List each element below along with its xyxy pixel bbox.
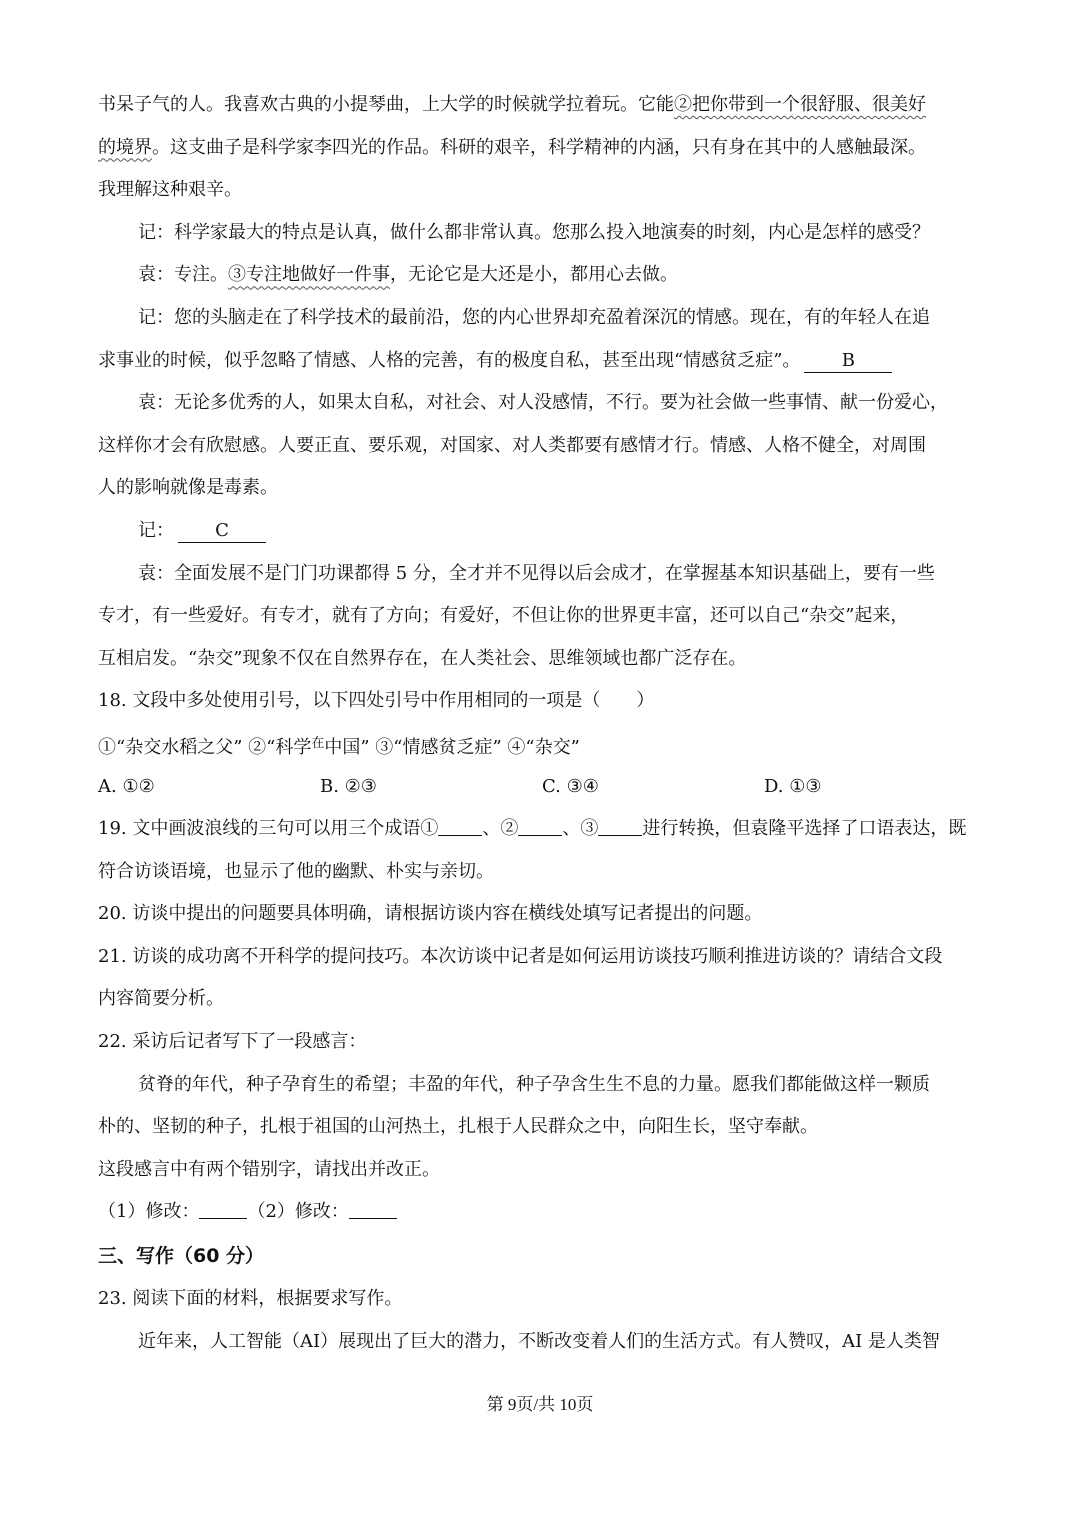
question-19-line [98, 808, 988, 851]
answer-2-line: 人的影响就像是毒素。 [98, 477, 278, 499]
question-20: 20. 访谈中提出的问题要具体明确，请根据访谈内容在横线处填写记者提出的问题。 [98, 903, 763, 925]
interview-text: 书呆子气的人。我喜欢古典的小提琴曲，上大学的时候就学拉着玩。它能 [98, 94, 674, 115]
option-a: A. ①② [98, 775, 155, 797]
question-22-answers [98, 1191, 988, 1234]
exam-page [98, 84, 988, 1363]
option-b: B. ②③ [320, 775, 377, 797]
question-22-stem: 22. 采访后记者写下了一段感言： [98, 1031, 367, 1053]
quoted-reflection-line: 贫脊的年代，种子孕育生的希望；丰盈的年代，种子孕含生生不息的力量。愿我们都能做这样一颗质 [138, 1073, 930, 1095]
wavy-underlined-sentence-3: ③专注地做好一件事 [228, 264, 390, 286]
idiom-blank-3 [598, 815, 642, 836]
reporter-question-3 [98, 510, 988, 553]
question-18-stem: 18. 文段中多处使用引号，以下四处引号中作用相同的一项是（ ） [98, 690, 655, 712]
answer-3-line: 专才，有一些爱好。有专才，就有了方向；有爱好，不但让你的世界更丰富，还可以自己“杂交”起来， [98, 605, 909, 627]
wavy-underlined-sentence-2: ②把你带到一个很舒服、很美好 [674, 94, 926, 115]
question-23: 23. 阅读下面的材料，根据要求写作。 [98, 1288, 403, 1310]
answer-text: 袁：专注。 [138, 264, 228, 286]
interview-text: 。这支曲子是科学家李四光的作品。科研的艰辛，科学精神的内涵，只有身在其中的人感触最深。 [152, 136, 926, 158]
question-text: 求事业的时候，似乎忽略了情感、人格的完善，有的极度自私，甚至出现“情感贫乏症”。 [98, 349, 801, 371]
question-22-instruction: 这段感言中有两个错别字，请找出并改正。 [98, 1158, 440, 1180]
fix-blank-1 [199, 1198, 247, 1219]
reporter-question-1: 记：科学家最大的特点是认真，做什么都非常认真。您那么投入地演奏的时刻，内心是怎样的感受？ [138, 221, 930, 243]
option-c: C. ③④ [542, 775, 599, 797]
blank-b: B [804, 350, 892, 373]
question-21-line: 内容简要分析。 [98, 988, 224, 1010]
question-18-options [98, 766, 988, 809]
section-title-writing: 三、写作（60 分） [98, 1245, 265, 1268]
answer-3-line: 互相启发。“杂交”现象不仅在自然界存在，在人类社会、思维领域也都广泛存在。 [98, 647, 747, 669]
quoted-reflection-line: 朴的、坚韧的种子，扎根于祖国的山河热土，扎根于人民群众之中，向阳生长，坚守奉献。 [98, 1116, 818, 1138]
wavy-underlined-sentence-2-end: 的境界 [98, 136, 152, 158]
interview-paragraph-line [98, 84, 988, 127]
question-text: 19. 文中画波浪线的三句可以用三个成语① [98, 818, 439, 840]
idiom-blank-1 [438, 815, 482, 836]
answer-1 [98, 254, 988, 297]
answer-text: ，无论它是大还是小，都用心去做。 [390, 264, 678, 286]
interview-paragraph-line: 我理解这种艰辛。 [98, 179, 242, 201]
idiom-blank-2 [518, 815, 562, 836]
question-text: 、② [482, 818, 519, 840]
answer-3-line: 袁：全面发展不是门门功课都得 5 分，全才并不见得以后会成才，在掌握基本知识基础上，要有一些 [138, 562, 935, 584]
fix-label-1: （1）修改： [98, 1201, 200, 1223]
answer-2-line: 袁：无论多优秀的人，如果太自私，对社会、对人没感情，不行。要为社会做一些事情、献一份爱心， [138, 392, 948, 414]
question-text: 进行转换，但袁隆平选择了口语表达，既 [642, 818, 967, 840]
option-d: D. ①③ [764, 775, 822, 797]
reporter-question-2-line: 记：您的头脑走在了科学技术的最前沿，您的内心世界却充盈着深沉的情感。现在，有的年轻人在追 [138, 306, 930, 328]
fix-label-2: （2）修改： [247, 1201, 349, 1223]
writing-material-line: 近年来，人工智能（AI）展现出了巨大的潜力，不断改变着人们的生活方式。有人赞叹，AI 是人类智 [138, 1330, 940, 1352]
question-18-quotes [98, 723, 988, 766]
quotes-text: ①“杂交水稻之父” ②“科学 [98, 736, 312, 758]
fix-blank-2 [349, 1198, 397, 1219]
blank-c: C [178, 520, 266, 543]
question-21-line: 21. 访谈的成功离不开科学的提问技巧。本次访谈中记者是如何运用访谈技巧顺利推进访谈的？请结合文段 [98, 945, 943, 967]
page-footer: 第 9页/共 10页 [486, 1395, 594, 1414]
question-text: 、③ [562, 818, 599, 840]
answer-2-line: 这样你才会有欣慰感。人要正直、要乐观，对国家、对人类都要有感情才行。情感、人格不健全，对周围 [98, 434, 926, 456]
question-19-line: 符合访谈语境，也显示了他的幽默、朴实与亲切。 [98, 860, 494, 882]
reporter-question-2-line [98, 340, 988, 383]
interview-paragraph-line [98, 127, 988, 170]
raised-char: 在 [311, 735, 325, 751]
question-prefix: 记： [138, 519, 174, 541]
quotes-text: 中国” ③“情感贫乏症” ④“杂交” [324, 736, 580, 758]
